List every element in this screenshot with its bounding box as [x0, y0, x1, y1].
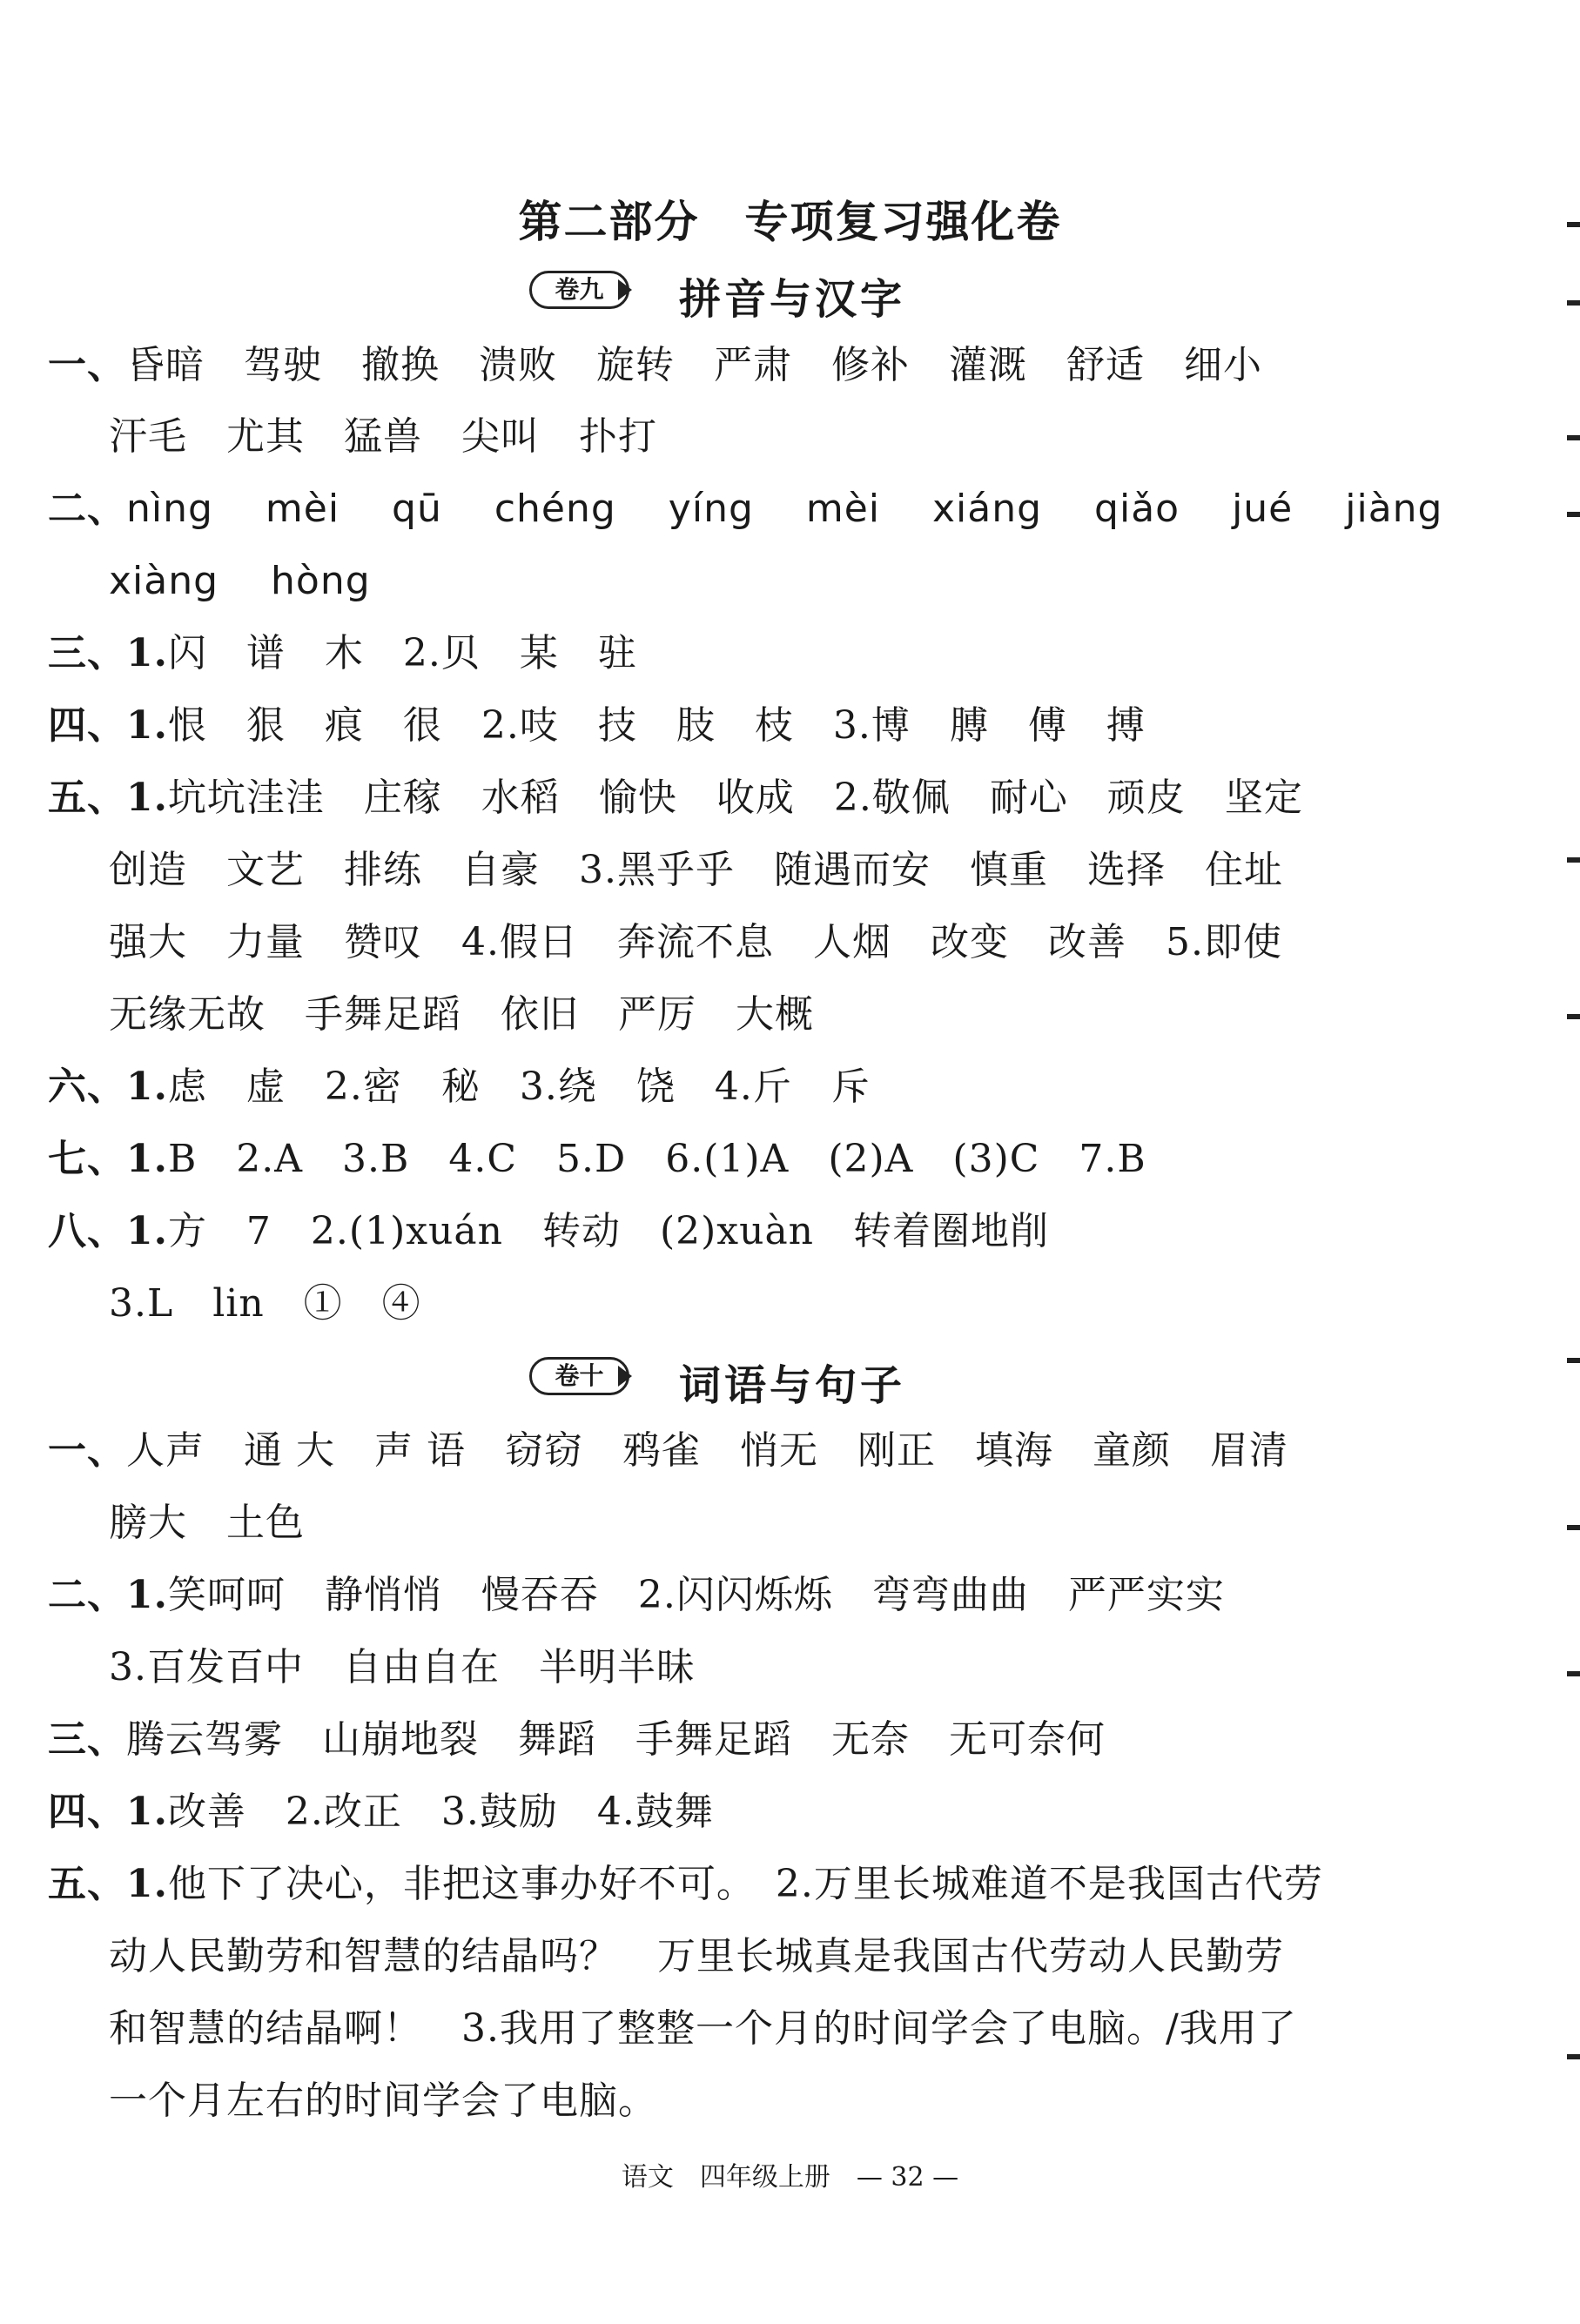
edge-mark — [1567, 857, 1580, 863]
answer-line: 二、nìng mèi qū chéng yíng mèi xiáng qiǎo jué jiàng — [48, 487, 1443, 531]
answer-line: 膀大 土色 — [109, 1501, 305, 1545]
section-title: 词语与句子 — [679, 1361, 906, 1410]
answer-line: xiàng hòng — [109, 559, 371, 603]
answer-line: 五、1.坑坑洼洼 庄稼 水稻 愉快 收成 2.敬佩 耐心 顽皮 坚定 — [48, 776, 1303, 820]
badge-arrow-icon — [618, 279, 632, 300]
answer-line: 和智慧的结晶啊！ 3.我用了整整一个月的时间学会了电脑。/我用了 — [109, 2006, 1297, 2051]
answer-line: 四、1.恨 狠 痕 很 2.吱 技 肢 枝 3.博 膊 傅 搏 — [48, 703, 1146, 748]
edge-mark — [1567, 2054, 1580, 2059]
answer-line: 七、1.B 2.A 3.B 4.C 5.D 6.(1)A (2)A (3)C 7.B — [48, 1137, 1146, 1181]
answer-line: 八、1.方 7 2.(1)xuán 转动 (2)xuàn 转着圈地削 — [48, 1209, 1050, 1253]
answer-line: 3.百发百中 自由自在 半明半昧 — [109, 1645, 696, 1689]
edge-mark — [1567, 512, 1580, 517]
answer-line: 动人民勤劳和智慧的结晶吗？ 万里长城真是我国古代劳动人民勤劳 — [109, 1934, 1284, 1978]
edge-mark — [1567, 1358, 1580, 1363]
answer-line: 汗毛 尤其 猛兽 尖叫 扑打 — [109, 414, 657, 459]
answer-line: 四、1.改善 2.改正 3.鼓励 4.鼓舞 — [48, 1790, 714, 1834]
answer-line: 一个月左右的时间学会了电脑。 — [109, 2079, 657, 2123]
section-badge: 卷九 — [529, 271, 629, 309]
answer-line: 创造 文艺 排练 自豪 3.黑乎乎 随遇而安 慎重 选择 住址 — [109, 848, 1283, 892]
edge-mark — [1567, 1671, 1580, 1676]
badge-arrow-icon — [618, 1366, 632, 1387]
answer-line: 无缘无故 手舞足蹈 依旧 严厉 大概 — [109, 992, 814, 1037]
section-badge: 卷十 — [529, 1357, 629, 1395]
answer-line: 五、1.他下了决心，非把这事办好不可。 2.万里长城难道不是我国古代劳 — [48, 1862, 1323, 1906]
answer-line: 二、1.笑呵呵 静悄悄 慢吞吞 2.闪闪烁烁 弯弯曲曲 严严实实 — [48, 1573, 1225, 1617]
part-title: 第二部分 专项复习强化卷 — [518, 197, 1062, 247]
answer-line: 三、腾云驾雾 山崩地裂 舞蹈 手舞足蹈 无奈 无可奈何 — [48, 1717, 1106, 1762]
edge-mark — [1567, 1525, 1580, 1530]
answer-line: 3.L lin ① ④ — [109, 1281, 421, 1326]
edge-mark — [1567, 435, 1580, 440]
answer-line: 一、昏暗 驾驶 撤换 溃败 旋转 严肃 修补 灌溉 舒适 细小 — [48, 343, 1262, 387]
answer-line: 三、1.闪 谱 木 2.贝 某 驻 — [48, 631, 637, 675]
edge-mark — [1567, 1014, 1580, 1019]
section-title: 拼音与汉字 — [679, 275, 906, 324]
answer-line: 一、人声 通 大 声 语 窃窃 鸦雀 悄无 刚正 填海 童颜 眉清 — [48, 1428, 1288, 1473]
page-footer: 语文 四年级上册 — 32 — — [621, 2162, 959, 2193]
edge-mark — [1567, 222, 1580, 227]
answer-line: 强大 力量 赞叹 4.假日 奔流不息 人烟 改变 改善 5.即使 — [109, 920, 1282, 964]
edge-mark — [1567, 300, 1580, 306]
answer-line: 六、1.虑 虚 2.密 秘 3.绕 饶 4.斤 斥 — [48, 1065, 871, 1109]
